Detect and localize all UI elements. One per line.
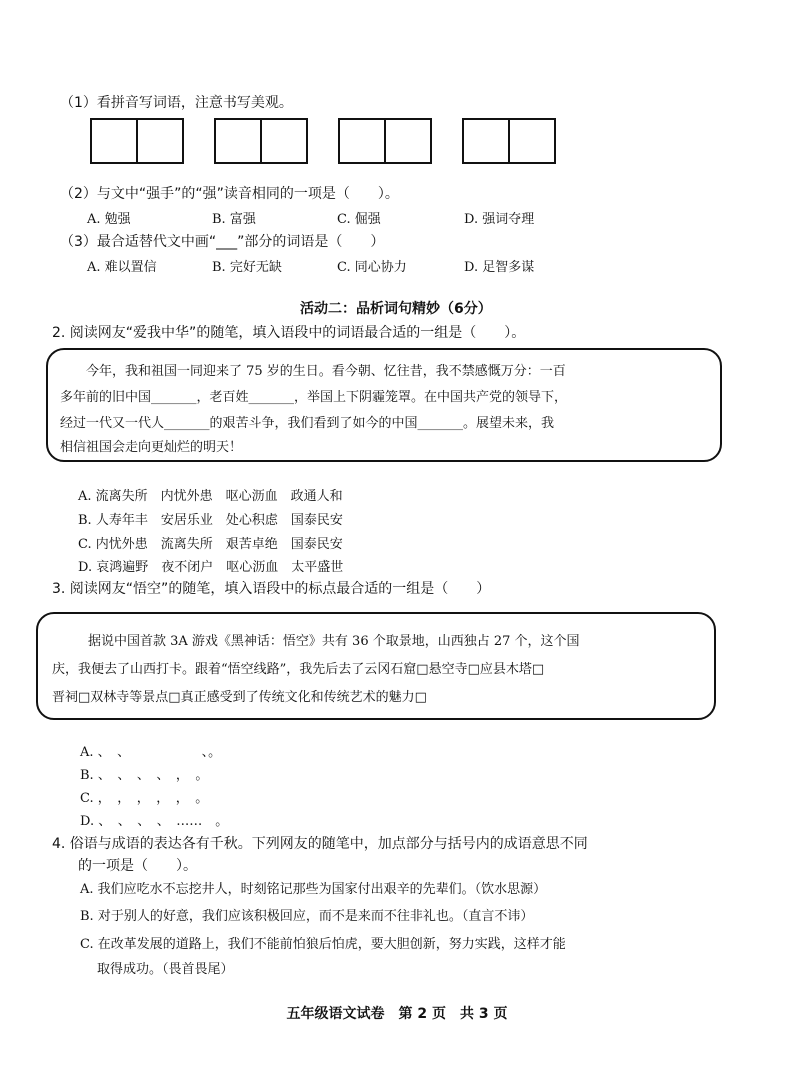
q2-passage-line-1: 今年，我和祖国一同迎来了 75 岁的生日。看今朝、忆往昔，我不禁感慨万分：一百 xyxy=(86,364,566,379)
q2-option-b: B. 人寿年丰 安居乐业 处心积虑 国泰民安 xyxy=(78,513,343,528)
q4-prompt-line-2: 的一项是（ ）。 xyxy=(78,858,197,874)
pinyin-answer-boxes xyxy=(90,118,556,164)
q3-option-b: B. 、 、 、 、 ， 。 xyxy=(80,768,209,783)
q3-passage-line-1: 据说中国首款 3A 游戏《黑神话：悟空》共有 36 个取景地，山西独占 27 个，这个国 xyxy=(88,634,580,649)
q1-3-prompt: （3）最合适替代文中画“___”部分的词语是（ ） xyxy=(60,234,385,250)
q1-3-option-d: D. 足智多谋 xyxy=(464,260,535,275)
q1-2-option-c: C. 倔强 xyxy=(337,212,381,227)
q3-prompt: 3. 阅读网友“悟空”的随笔，填入语段中的标点最合适的一组是（ ） xyxy=(52,581,491,597)
q2-passage-box xyxy=(46,348,722,462)
section-2-title: 活动二：品析词句精妙（6分） xyxy=(300,301,492,317)
q2-passage-line-4: 相信祖国会走向更灿烂的明天！ xyxy=(60,440,243,455)
q1-1-prompt: （1）看拼音写词语，注意书写美观。 xyxy=(60,95,293,111)
q3-passage-line-2: 庆，我便去了山西打卡。跟着“悟空线路”，我先后去了云冈石窟□悬空寺□应县木塔□ xyxy=(52,662,545,677)
q2-passage-line-2: 多年前的旧中国_______，老百姓_______，举国上下阴霾笼罩。在中国共产党的领导下， xyxy=(60,390,568,405)
answer-box-2[interactable] xyxy=(214,118,308,164)
q3-passage-box xyxy=(36,612,716,720)
q1-3-option-b: B. 完好无缺 xyxy=(212,260,282,275)
answer-box-3[interactable] xyxy=(338,118,432,164)
answer-box-1[interactable] xyxy=(90,118,184,164)
q4-option-c: C. 在改革发展的道路上，我们不能前怕狼后怕虎，要大胆创新，努力实践，这样才能 xyxy=(80,937,566,952)
q1-2-option-a: A. 勉强 xyxy=(87,212,131,227)
q2-option-a: A. 流离失所 内忧外患 呕心沥血 政通人和 xyxy=(78,489,343,504)
q1-2-option-d: D. 强词夺理 xyxy=(464,212,535,227)
q3-option-a: A. 、 、 、。 xyxy=(80,745,222,760)
q4-prompt-line-1: 4. 俗语与成语的表达各有千秋。下列网友的随笔中，加点部分与括号内的成语意思不同 xyxy=(52,836,588,852)
q1-3-option-c: C. 同心协力 xyxy=(337,260,407,275)
q3-option-d: D. 、 、 、 、 …… 。 xyxy=(80,814,229,829)
q2-passage-line-3: 经过一代又一代人_______的艰苦斗争，我们看到了如今的中国_______。展望未来，我 xyxy=(60,416,555,431)
answer-box-4[interactable] xyxy=(462,118,556,164)
q1-2-option-b: B. 富强 xyxy=(212,212,256,227)
q2-option-d: D. 哀鸿遍野 夜不闭户 呕心沥血 太平盛世 xyxy=(78,560,344,575)
q4-option-c-continued: 取得成功。（畏首畏尾） xyxy=(97,962,234,977)
q4-option-b: B. 对于别人的好意，我们应该积极回应，而不是来而不往非礼也。（直言不讳） xyxy=(80,909,534,924)
q1-3-option-a: A. 难以置信 xyxy=(87,260,157,275)
q2-option-c: C. 内忧外患 流离失所 艰苦卓绝 国泰民安 xyxy=(78,537,343,552)
q1-2-prompt: （2）与文中“强手”的“强”读音相同的一项是（ ）。 xyxy=(60,186,399,202)
q4-option-a: A. 我们应吃水不忘挖井人，时刻铭记那些为国家付出艰辛的先辈们。（饮水思源） xyxy=(80,882,547,897)
page-footer: 五年级语文试卷 第 2 页 共 3 页 xyxy=(286,1006,508,1022)
q3-option-c: C. ， ， ， ， ， 。 xyxy=(80,791,209,806)
q3-passage-line-3: 晋祠□双林寺等景点□真正感受到了传统文化和传统艺术的魅力□ xyxy=(52,690,427,705)
q2-prompt: 2. 阅读网友“爱我中华”的随笔，填入语段中的词语最合适的一组是（ ）。 xyxy=(52,325,526,341)
